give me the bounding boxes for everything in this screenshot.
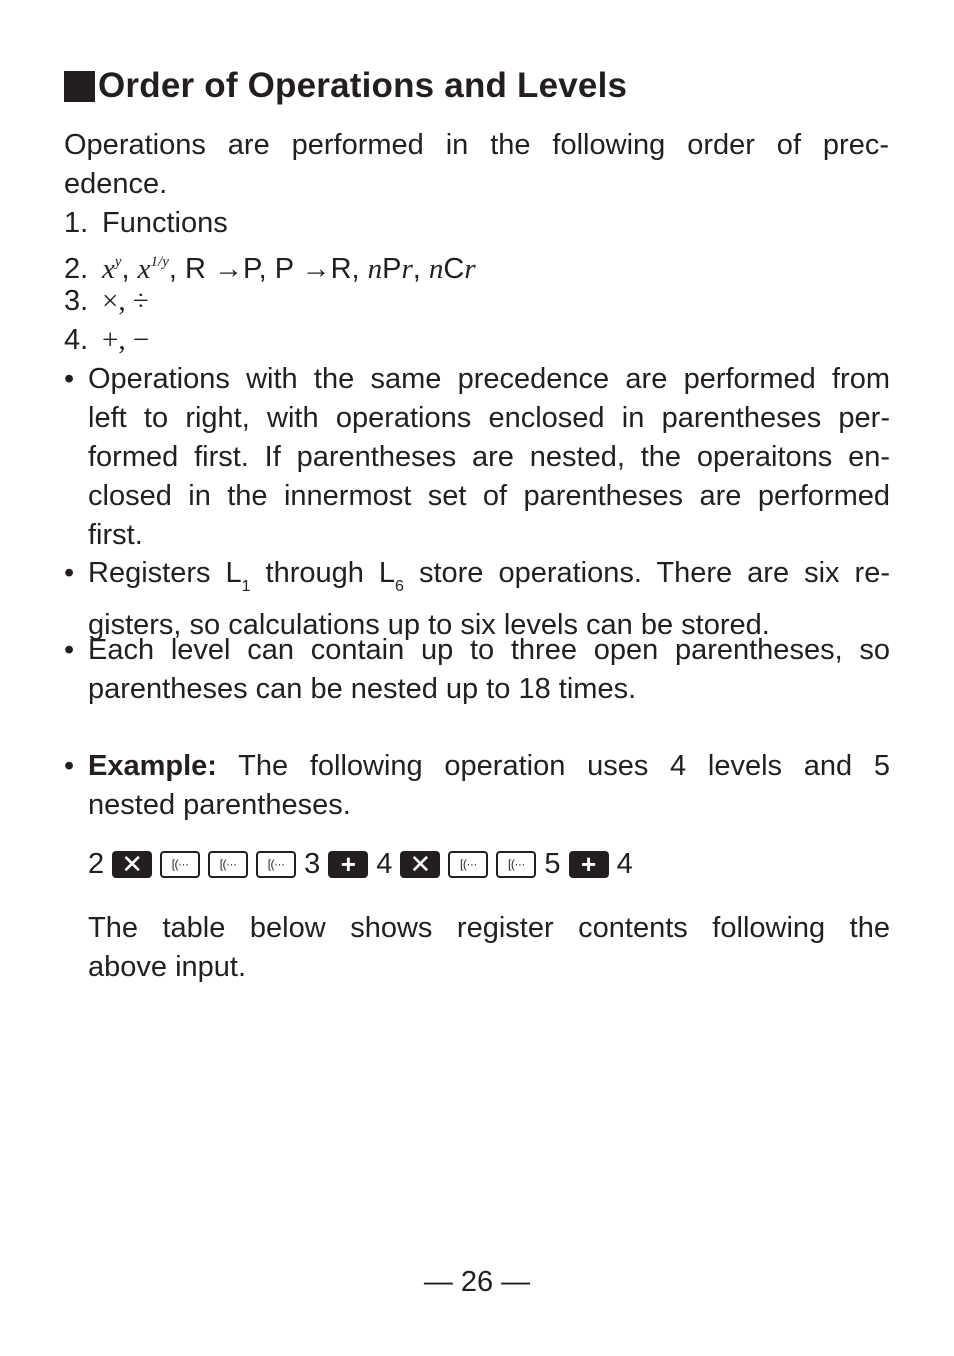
digit: 2: [88, 847, 105, 880]
bullet-example: [64, 747, 890, 825]
power-exponent: y: [114, 254, 122, 270]
power-base: x: [102, 253, 115, 285]
bullet-line: closed in the innermost set of parentheses are performed: [88, 480, 890, 512]
open-paren-key-icon: [(···: [208, 851, 248, 878]
separator: ,: [121, 253, 130, 285]
intro-line: Operations are performed in the following order of prec-: [64, 129, 889, 161]
page-number: — 26 —: [423, 1266, 531, 1298]
example-text: The following operation uses 4 levels and 5: [216, 750, 890, 782]
npr-p: P: [382, 253, 402, 285]
ncr-c: C: [443, 253, 465, 285]
root-exponent: 1/y: [150, 254, 169, 270]
black-square-icon: [64, 71, 95, 102]
registers-text: store operations. There are six re-: [403, 557, 890, 589]
root-base: x: [137, 253, 151, 285]
heading-text: Order of Operations and Levels: [98, 66, 628, 105]
registers-text: Registers L: [88, 557, 242, 589]
registers-text: through L: [250, 557, 396, 589]
conversion-functions: , R →P, P →R,: [168, 253, 368, 285]
bullet-line: [88, 554, 890, 606]
bullet-line: first.: [88, 519, 143, 551]
order-text: Functions: [102, 207, 228, 239]
order-text: ×, ÷: [102, 285, 149, 317]
bullet-dot: •: [64, 750, 75, 782]
key-sequence: [88, 842, 641, 886]
bullet-line: [88, 747, 890, 786]
multiply-key-icon: ✕: [400, 851, 440, 878]
order-item-4: [64, 321, 149, 360]
order-item-1: [64, 204, 228, 243]
bullet-line: gisters, so calculations up to six levels can be stored.: [88, 609, 770, 641]
order-text: +, −: [102, 324, 150, 356]
table-note: [64, 909, 890, 987]
intro-line: edence.: [64, 168, 168, 200]
bullet-dot: •: [64, 634, 75, 666]
digit: 5: [544, 847, 561, 880]
bullet-parentheses: [64, 631, 890, 709]
open-paren-key-icon: [(···: [256, 851, 296, 878]
multiply-key-icon: ✕: [112, 851, 152, 878]
bullet-line: nested parentheses.: [88, 789, 351, 821]
intro-paragraph: [64, 126, 889, 204]
bullet-line: Each level can contain up to three open parentheses, so: [88, 634, 890, 666]
register-subscript: 1: [241, 578, 251, 595]
bullet-line: Operations with the same precedence are performed from: [88, 363, 890, 395]
open-paren-key-icon: [(···: [160, 851, 200, 878]
order-item-3: [64, 282, 149, 321]
bullet-dot: •: [64, 363, 75, 395]
open-paren-key-icon: [(···: [496, 851, 536, 878]
digit: 4: [616, 847, 633, 880]
section-heading: [64, 66, 627, 106]
plus-key-icon: +: [569, 851, 609, 878]
open-paren-key-icon: [(···: [448, 851, 488, 878]
separator: ,: [412, 253, 429, 285]
order-number: 3.: [64, 285, 89, 317]
example-label: Example:: [88, 750, 217, 782]
bullet-dot: •: [64, 557, 75, 589]
bullet-line: left to right, with operations enclosed in parentheses per-: [88, 402, 890, 434]
note-line: The table below shows register contents following the: [88, 912, 890, 944]
ncr-r: r: [464, 253, 476, 285]
register-subscript: 6: [395, 578, 404, 595]
ncr-n: n: [428, 253, 444, 285]
order-number: 4.: [64, 324, 89, 356]
bullet-precedence: [64, 360, 890, 555]
npr-r: r: [401, 253, 413, 285]
bullet-line: formed first. If parentheses are nested, the operaitons en-: [88, 441, 890, 473]
bullet-line: parentheses can be nested up to 18 times.: [88, 673, 637, 705]
plus-key-icon: +: [328, 851, 368, 878]
npr-n: n: [367, 253, 383, 285]
digit: 4: [376, 847, 393, 880]
order-number: 2.: [64, 253, 89, 285]
note-line: above input.: [88, 951, 247, 983]
order-number: 1.: [64, 207, 89, 239]
digit: 3: [304, 847, 321, 880]
